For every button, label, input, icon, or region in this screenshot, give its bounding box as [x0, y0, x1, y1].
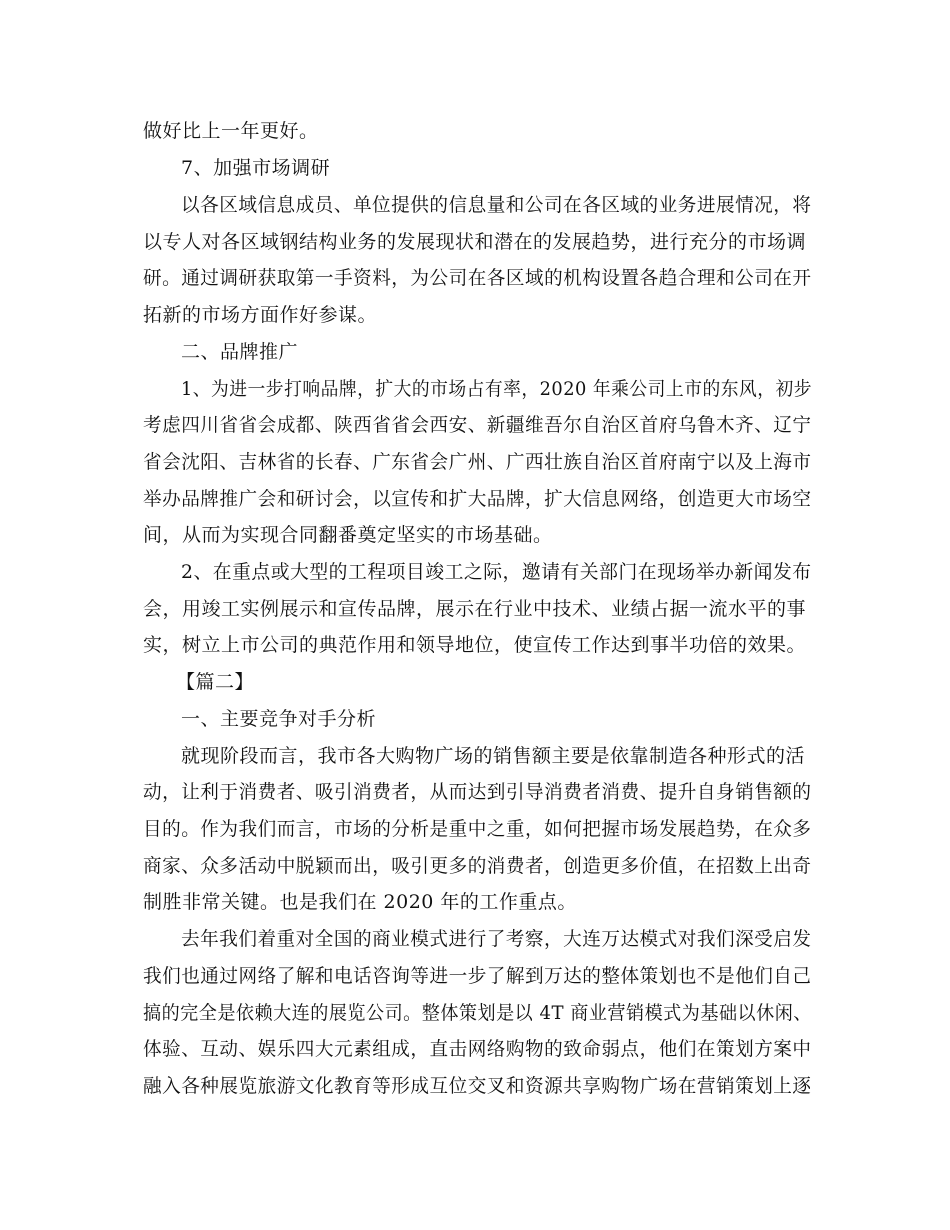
text-line: 举办品牌推广会和研讨会，以宣传和扩大品牌，扩大信息网络，创造更大市场空 — [143, 488, 812, 510]
text-line: 研。通过调研获取第一手资料，为公司在各区域的机构设置各趋合理和公司在开 — [143, 267, 812, 289]
text-line: 拓新的市场方面作好参谋。 — [143, 304, 378, 326]
text-line: 考虑四川省省会成都、陕西省省会西安、新疆维吾尔自治区首府乌鲁木齐、辽宁 — [143, 414, 812, 436]
part-heading: 【篇二】 — [176, 671, 255, 693]
section-heading: 二、品牌推广 — [181, 341, 299, 363]
text-line: 省会沈阳、吉林省的长春、广东省会广州、广西壮族自治区首府南宁以及上海市 — [143, 451, 812, 473]
text-line: 动，让利于消费者、吸引消费者，从而达到引导消费者消费、提升自身销售额的 — [143, 781, 812, 803]
section-heading: 一、主要竞争对手分析 — [181, 708, 377, 730]
text-line: 以专人对各区域钢结构业务的发展现状和潜在的发展趋势，进行充分的市场调 — [143, 231, 807, 253]
text-line: 我们也通过网络了解和电话咨询等进一步了解到万达的整体策划也不是他们自己 — [143, 965, 812, 987]
text-line: 搞的完全是依赖大连的展览公司。整体策划是以 4T 商业营销模式为基础以休闲、 — [143, 1002, 812, 1024]
text-line: 1、为进一步打响品牌，扩大的市场占有率，2020 年乘公司上市的东风，初步 — [181, 378, 812, 400]
text-line: 间，从而为实现合同翻番奠定坚实的市场基础。 — [143, 524, 553, 546]
text-line: 就现阶段而言，我市各大购物广场的销售额主要是依靠制造各种形式的活 — [181, 745, 806, 767]
text-line: 实，树立上市公司的典范作用和领导地位，使宣传工作达到事半功倍的效果。 — [143, 634, 807, 656]
text-line: 去年我们着重对全国的商业模式进行了考察，大连万达模式对我们深受启发 — [181, 928, 812, 950]
text-line: 会，用竣工实例展示和宣传品牌，展示在行业中技术、业绩占据一流水平的事 — [143, 598, 807, 620]
text-line: 商家、众多活动中脱颖而出，吸引更多的消费者，创造更多价值，在招数上出奇 — [143, 855, 812, 877]
text-line: 融入各种展览旅游文化教育等形成互位交叉和资源共享购物广场在营销策划上逐 — [143, 1075, 812, 1097]
text-line: 体验、互动、娱乐四大元素组成，直击网络购物的致命弱点，他们在策划方案中 — [143, 1038, 812, 1060]
text-line: 以各区域信息成员、单位提供的信息量和公司在各区域的业务进展情况，将 — [181, 194, 812, 216]
text-line: 目的。作为我们而言，市场的分析是重中之重，如何把握市场发展趋势，在众多 — [143, 818, 812, 840]
text-line: 2、在重点或大型的工程项目竣工之际，邀请有关部门在现场举办新闻发布 — [181, 561, 812, 583]
text-line: 做好比上一年更好。 — [143, 120, 319, 142]
text-line: 制胜非常关键。也是我们在 2020 年的工作重点。 — [143, 891, 577, 913]
section-heading: 7、加强市场调研 — [181, 157, 331, 179]
